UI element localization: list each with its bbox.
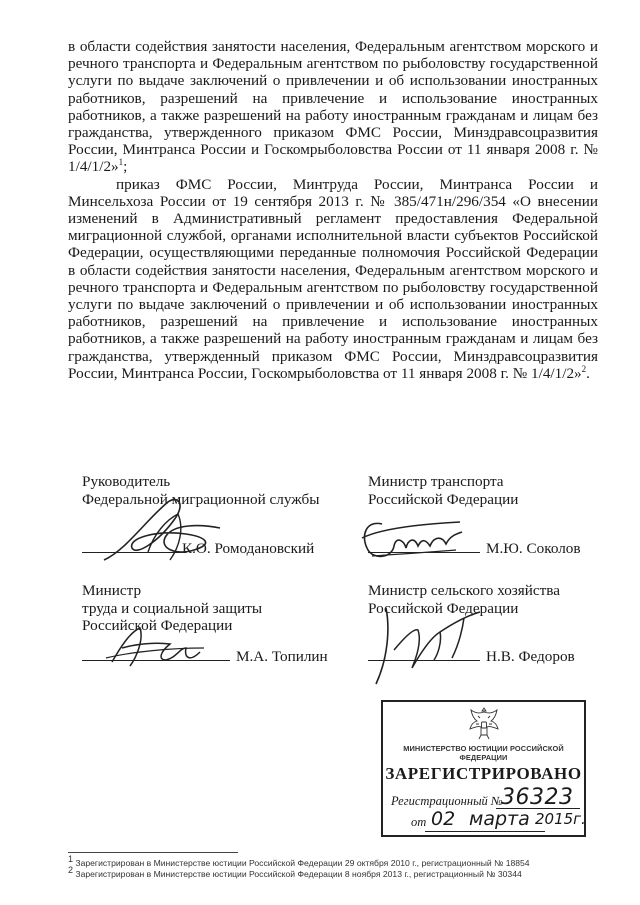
registration-stamp — [381, 700, 586, 837]
paragraph-order — [68, 176, 598, 382]
mintrans-name: М.Ю. Соколов — [486, 540, 581, 557]
signature-line — [82, 552, 182, 553]
minselhoz-title-line-2: Российской Федерации — [368, 599, 519, 617]
signatory-fms-title — [82, 473, 320, 508]
paragraph-2-text: приказ ФМС России, Минтруда России, Минтранса России и Минсельхоза России от 19 сентября 2013 г. № 385/471н/296/354 «О внесении изменений в Административный регламент предоставления Федеральной миграционной службой, органами исполнительной власти субъектов Российской Федерации, осуществляющими переданные полномочия Российской Федерации в области содействия занятости населения, Федеральным агентством морского и речного транспорта и Федеральным агентством по рыболовству государственной услуги по выдаче заключений о привлечении и об использовании иностранных работников, разрешений на привлечение и использование иностранных работников, а также разрешений на работу иностранным гражданам и лицам без гражданства, утвержденный приказом ФМС России, Минздравсоцразвития России, Минтранса России, Госкомрыболовства от 11 января 2008 г. № 1/4/1/2» — [68, 175, 598, 382]
signatory-mintrud-name-row — [82, 648, 328, 666]
stamp-ministry-text: МИНИСТЕРСТВО ЮСТИЦИИ РОССИЙСКОЙ ФЕДЕРАЦИИ — [403, 744, 564, 762]
stamp-date-label: от — [411, 815, 427, 829]
stamp-registered-text: ЗАРЕГИСТРИРОВАНО — [385, 764, 582, 783]
footnote-ref-1: 1 — [118, 157, 124, 168]
mintrud-title-line-1: Министр — [82, 582, 142, 599]
signature-line — [368, 552, 480, 553]
paragraph-1-text: в области содействия занятости населения, Федеральным агентством морского и речного транспорта и Федеральным агентством по рыболовству государственной услуги по выдаче заключений о привлечении и об использовании иностранных работников, разрешений на привлечение и использование иностранных работников, а также разрешений на работу иностранным гражданам и лицам без гражданства, утвержденного приказом ФМС России, Минздравсоцразвития России, Минтранса России и Госкомрыболовства России от 11 января 2008 г. № 1/4/1/2» — [68, 38, 598, 176]
signature-line — [82, 660, 230, 661]
footnote-2-text: Зарегистрирован в Министерстве юстиции Российской Федерации 8 ноября 2013 г., регистрационный № 30344 — [75, 869, 522, 879]
signature-line — [368, 660, 480, 661]
fms-title-line-1: Руководитель — [82, 473, 171, 490]
footnote-1 — [68, 854, 598, 869]
footnotes — [68, 854, 598, 880]
document-body — [68, 38, 598, 382]
mintrud-title-line-2: труда и социальной защиты — [82, 599, 263, 617]
minselhoz-title-line-1: Министр сельского хозяйства — [368, 582, 561, 599]
stamp-regno-label: Регистрационный № — [391, 794, 503, 808]
minselhoz-name: Н.В. Федоров — [486, 648, 575, 665]
stamp-regno-value: 36323 — [501, 785, 574, 810]
stamp-date-month: марта — [469, 808, 530, 830]
footnote-1-text: Зарегистрирован в Министерстве юстиции Российской Федерации 29 октября 2010 г., регистрационный № 18854 — [75, 858, 530, 868]
fms-name: К.О. Ромодановский — [182, 540, 315, 557]
paragraph-2-end: . — [586, 364, 590, 382]
mintrud-title-line-3: Российской Федерации — [82, 617, 233, 634]
signatory-mintrans-title — [368, 473, 518, 508]
stamp-date-day: 02 — [431, 808, 456, 830]
mintrans-title-line-1: Министр транспорта — [368, 473, 504, 490]
signatory-minselhoz-title — [368, 582, 560, 617]
stamp-date-rule — [425, 831, 545, 832]
paragraph-continued — [68, 38, 598, 176]
footnote-marker-2: 2 — [68, 865, 74, 876]
signatory-mintrud-title — [82, 582, 262, 635]
footnote-ref-2: 2 — [581, 363, 587, 374]
stamp-date-year: 2015г. — [535, 810, 586, 828]
signatory-fms-name-row — [82, 540, 314, 558]
mintrans-title-line-2: Российской Федерации — [368, 490, 519, 508]
footnote-marker-1: 1 — [68, 854, 74, 865]
footnote-2 — [68, 865, 598, 880]
paragraph-1-end: ; — [123, 158, 128, 176]
signatory-mintrans-name-row — [368, 540, 581, 558]
double-eagle-emblem-icon — [467, 705, 501, 741]
mintrud-name: М.А. Топилин — [236, 648, 328, 665]
fms-title-line-2: Федеральной миграционной службы — [82, 490, 320, 508]
signatory-minselhoz-name-row — [368, 648, 575, 666]
footnote-divider — [68, 852, 238, 853]
